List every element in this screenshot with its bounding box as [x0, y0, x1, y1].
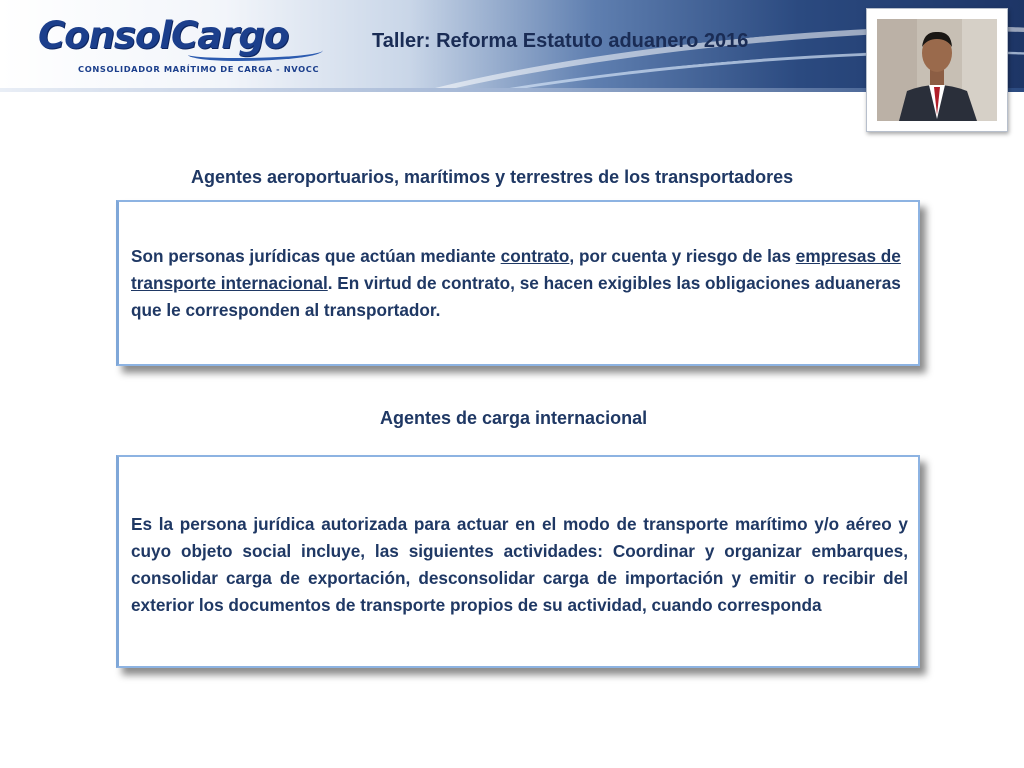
- consolcargo-logo: [38, 14, 320, 76]
- definition-box-agentes-transportadores: [116, 200, 920, 366]
- page-title: Taller: Reforma Estatuto aduanero 2016: [372, 30, 749, 52]
- contrato-term: contrato: [500, 246, 570, 266]
- definition-text-agentes-transportadores: [131, 243, 908, 324]
- definition-text-part: , por cuenta y riesgo de las: [569, 246, 796, 266]
- definition-box-agentes-carga: [116, 455, 920, 668]
- empresas-transporte-term: empresas de transporte internacional: [131, 246, 901, 293]
- logo-tagline: CONSOLIDADOR MARÍTIMO DE CARGA - NVOCC: [78, 64, 320, 74]
- definition-text-part: Son personas jurídicas que actúan mediante: [131, 246, 501, 266]
- section-title-agentes-transportadores: Agentes aeroportuarios, marítimos y terrestres de los transportadores: [191, 167, 794, 187]
- presenter-photo-frame: [866, 8, 1008, 132]
- logo-brand: ConsolCargo: [38, 14, 289, 57]
- section-title-agentes-carga: Agentes de carga internacional: [380, 408, 648, 428]
- presenter-portrait-icon: [877, 19, 997, 121]
- definition-text-agentes-carga: Es la persona jurídica autorizada para actuar en el modo de transporte marítimo y/o aéreo y cuyo objeto social incluye, las siguientes actividades: Coordinar y organizar embarques, consolidar carga de exportación, desconsolidar carga de importación y emitir o recibir del exterior los documentos de transporte propios de su actividad, cuando corresponda: [131, 514, 908, 615]
- definition-text-part: . En virtud de contrato, se hacen exigibles las obligaciones aduaneras que le corresponden al transportador.: [131, 273, 901, 320]
- presenter-photo: [877, 19, 997, 121]
- logo-swoosh: [188, 44, 323, 61]
